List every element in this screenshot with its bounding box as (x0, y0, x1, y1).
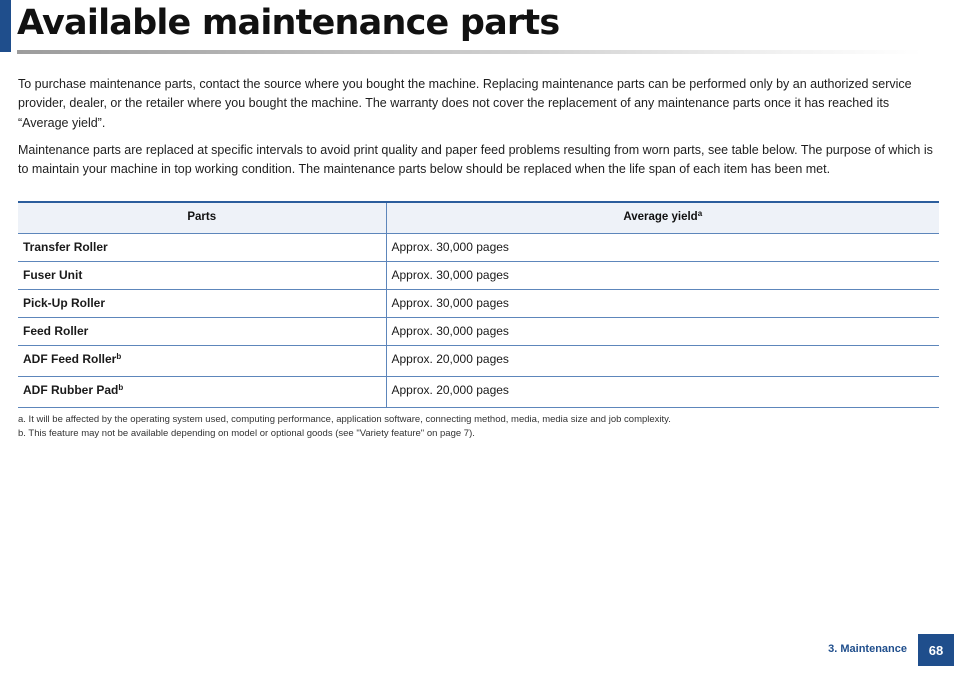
footnote-marker: a (697, 209, 703, 218)
column-header-average-yield (386, 202, 939, 233)
page-number-value: 68 (928, 642, 944, 658)
part-name-cell (18, 261, 386, 289)
table-header-row (18, 202, 939, 233)
table-row (18, 345, 939, 376)
footer-section-label: 3. Maintenance (828, 643, 907, 655)
part-yield-cell: Approx. 30,000 pages (386, 261, 939, 289)
footnote-marker: b (116, 351, 122, 361)
column-header-parts: Parts (18, 202, 386, 233)
title-underline (17, 50, 922, 54)
part-name-cell (18, 289, 386, 317)
intro-paragraph-2: Maintenance parts are replaced at specific intervals to avoid print quality and paper feed problems resulting from worn parts, see table below. The purpose of which is to maintain your machine in top working condition. The maintenance parts below should be replaced when the life span of each item has been met. (18, 143, 933, 177)
part-name: Transfer Roller (23, 239, 108, 254)
table-row (18, 261, 939, 289)
left-accent-bar (0, 0, 11, 52)
part-name-cell (18, 317, 386, 345)
part-name: Fuser Unit (23, 267, 83, 282)
part-name: Feed Roller (23, 323, 89, 338)
page-number (918, 634, 954, 666)
part-yield-cell: Approx. 30,000 pages (386, 233, 939, 261)
part-yield-cell: Approx. 20,000 pages (386, 345, 939, 376)
part-yield-cell: Approx. 20,000 pages (386, 376, 939, 407)
table-row (18, 317, 939, 345)
table-row (18, 289, 939, 317)
footnote-a: a. It will be affected by the operating system used, computing performance, application software, connecting method, media, media size and job complexity. (18, 414, 671, 425)
footnotes (18, 413, 938, 440)
footnote-marker: b (118, 382, 124, 392)
part-name-cell (18, 376, 386, 407)
table-row (18, 376, 939, 407)
part-name: ADF Rubber Pad (23, 382, 119, 397)
intro-paragraph-1: To purchase maintenance parts, contact the source where you bought the machine. Replacing maintenance parts can be performed only by an authorized service provider, dealer, or the retailer where you bought the machine. The warranty does not cover the replacement of any maintenance parts once it has reached its “Average yield”. (18, 77, 912, 130)
footnote-b: b. This feature may not be available depending on model or optional goods (see "Variety feature" on page 7). (18, 427, 475, 439)
maintenance-parts-table (18, 201, 939, 408)
table-row (18, 233, 939, 261)
part-name: Pick-Up Roller (23, 295, 106, 310)
part-name: ADF Feed Roller (23, 351, 117, 366)
column-header-label: Average yield (623, 211, 698, 223)
part-yield-cell: Approx. 30,000 pages (386, 289, 939, 317)
part-yield-cell: Approx. 30,000 pages (386, 317, 939, 345)
part-name-cell (18, 345, 386, 376)
page-title: Available maintenance parts (17, 3, 560, 43)
part-name-cell (18, 233, 386, 261)
